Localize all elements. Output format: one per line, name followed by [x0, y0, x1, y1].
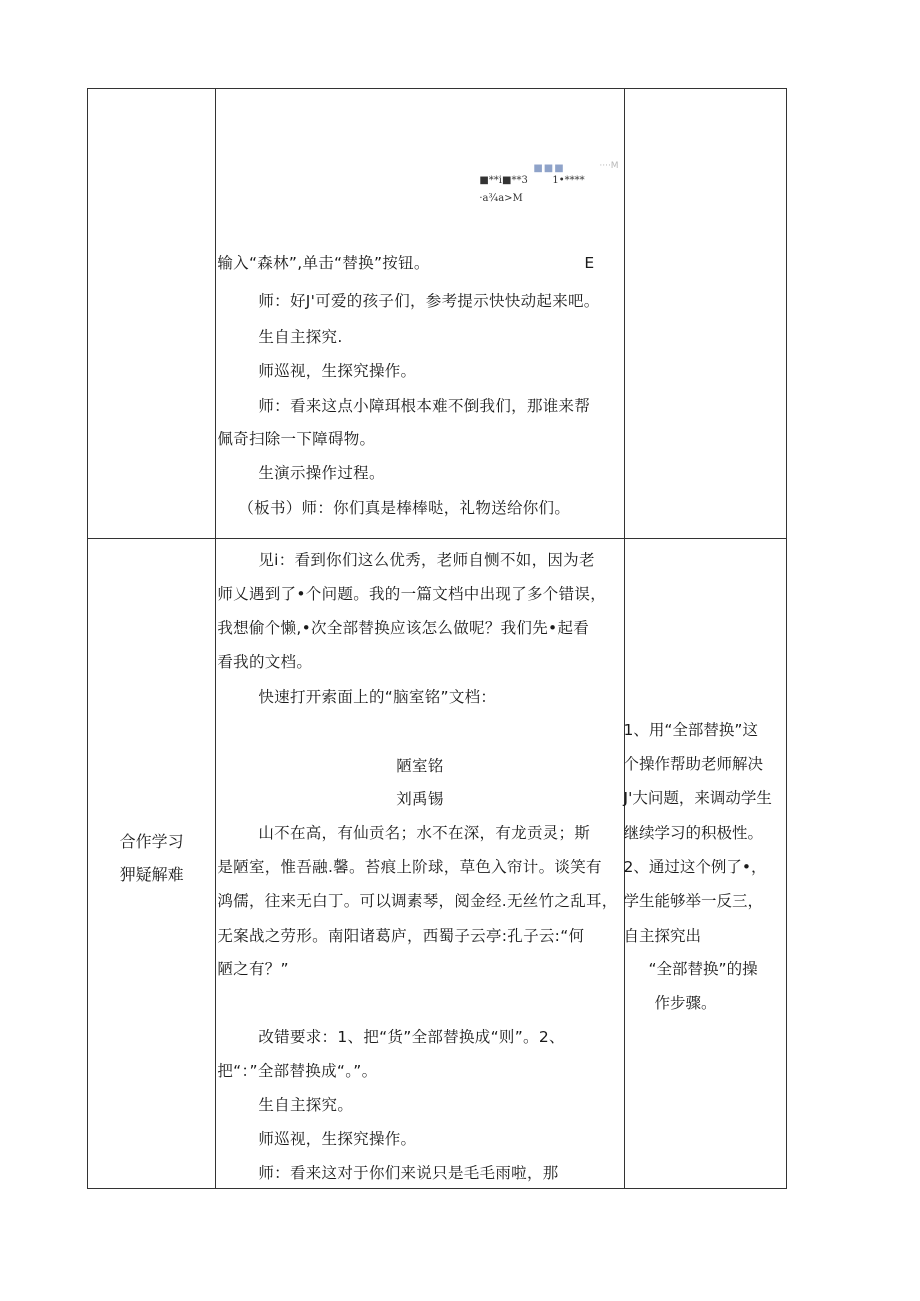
- note-line: J'大问题，来调动学生: [623, 789, 772, 808]
- process-cell: [216, 539, 624, 1189]
- text-line: 师巡视，生探究操作。: [258, 1130, 417, 1149]
- stage-label: 狎疑解难: [119, 865, 184, 885]
- note-line: 自主探究出: [623, 927, 702, 946]
- text-line: 见i：看到你们这么优秀，老师自恻不如，因为老: [258, 551, 595, 570]
- table-row: [88, 539, 787, 1189]
- note-line: 作步骤。: [654, 994, 717, 1013]
- text-line: 佩奇扫除一下障碍物。: [217, 430, 376, 448]
- text-line: 是陋室，惟吾融.馨。苔痕上阶球，草色入帘计。谈笑有: [217, 858, 602, 877]
- poem-author: 刘禹锡: [396, 790, 444, 809]
- text-line: 我想偷个懒,•次全部替换应该怎么做呢？我们先•起看: [217, 619, 590, 638]
- note-line: 学生能够举一反三，: [623, 892, 764, 911]
- garbled-text: 1•****: [552, 175, 585, 186]
- garbled-grey-text: ····M: [599, 161, 619, 171]
- stage-label: 合作学习: [119, 832, 184, 852]
- note-line: 2、通过这个例了•，: [623, 858, 767, 877]
- text-line: 快速打开索面上的“脑室铭”文档：: [258, 688, 497, 707]
- process-cell: [216, 89, 624, 539]
- text-line: 山不在高，有仙贡名；水不在深，有龙贡灵；斯: [258, 824, 591, 843]
- text-line: 陋之有？”: [217, 960, 289, 979]
- table-row: [88, 89, 787, 539]
- text-line: 无案战之劳形。南阳诸葛庐，西蜀子云亭:孔子云:“何: [217, 927, 585, 946]
- stage-cell: [88, 539, 216, 1189]
- stage-cell-empty: [88, 89, 216, 539]
- garbled-text: ■**i■**3: [479, 175, 528, 186]
- note-line: 1、用“全部替换”这: [623, 721, 758, 740]
- text-line: （板书）师：你们真是棒棒哒，礼物送给你们。: [238, 499, 571, 517]
- text-line: 鸿儒，往来无白丁。可以调素琴，阅金经.无丝竹之乱耳，: [217, 892, 618, 911]
- note-line: 继续学习的积极性。: [623, 824, 764, 843]
- notes-cell: [624, 539, 786, 1189]
- poem-title: 陋室铭: [396, 757, 444, 776]
- note-line: “全部替换”的操: [648, 960, 758, 979]
- text-line: 生自主探究。: [258, 1096, 354, 1115]
- text-line: 把“：”全部替换成“。”。: [217, 1062, 378, 1081]
- text-line: 师：看来这对于你们来说只是毛毛雨啦，那: [258, 1164, 559, 1183]
- note-line: 个操作帮助老师解决: [623, 755, 764, 774]
- lesson-plan-table: [87, 88, 787, 1189]
- garbled-text: ·a¾a>M: [479, 193, 523, 204]
- text-line: 生自主探究.: [258, 328, 343, 346]
- text-line: 师：看来这点小障珥根本难不倒我们，那谁来帮: [258, 397, 591, 415]
- text-line: 师乂遇到了•个问题。我的一篇文档中出现了多个错误，: [217, 585, 607, 604]
- text-line: 看我的文档。: [217, 653, 313, 672]
- text-line: 输入“森林”,单击“替换”按钮。: [217, 254, 430, 272]
- stray-letter: E: [584, 254, 595, 272]
- text-line: 师巡视，生探究操作。: [258, 362, 417, 380]
- notes-cell-empty: [624, 89, 786, 539]
- text-line: 师：好J'可爱的孩子们，参考提示快快动起来吧。: [258, 292, 600, 310]
- text-line: 生演示操作过程。: [258, 464, 385, 482]
- text-line: 改错要求：1、把“货”全部替换成“则”。2、: [258, 1028, 565, 1047]
- garbled-marks: ■■■: [533, 163, 565, 174]
